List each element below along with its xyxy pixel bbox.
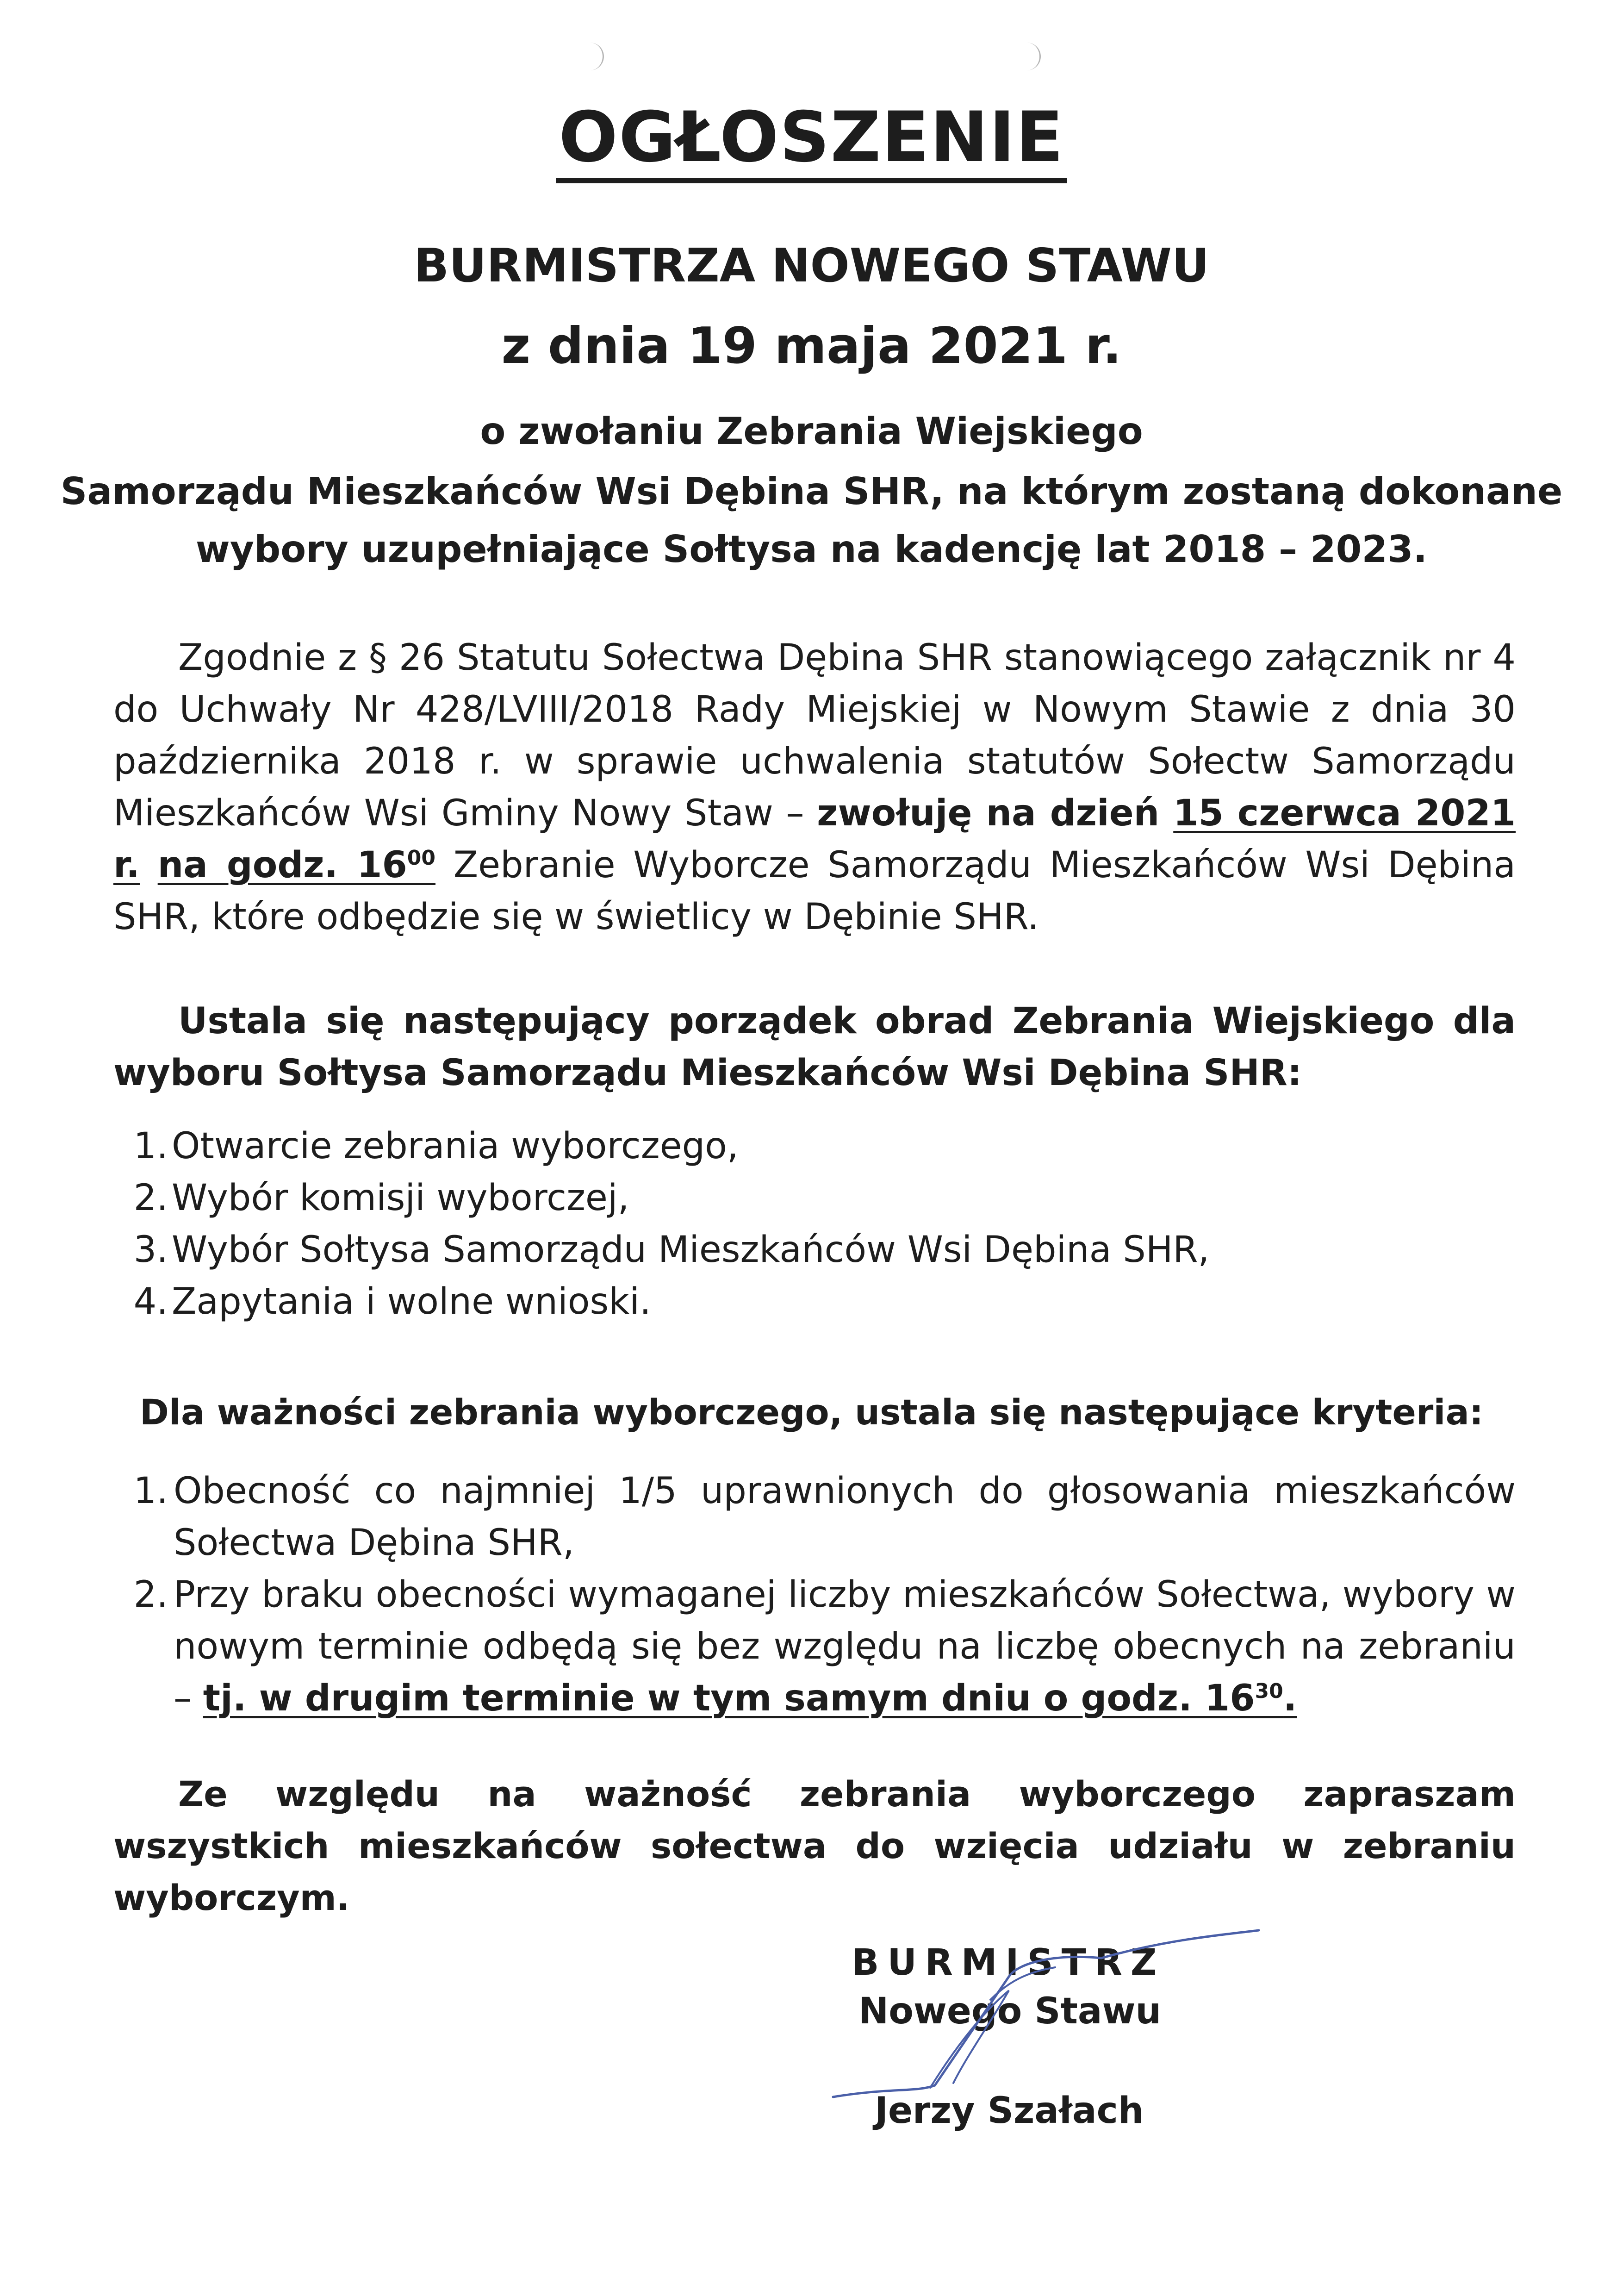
meeting-hour: na godz. $16^{00}$ <box>157 844 436 886</box>
signatory-name: Jerzy Szałach <box>875 2090 1144 2132</box>
main-paragraph <box>113 632 1516 943</box>
signatory-place: Nowego Stawu <box>858 1990 1162 2032</box>
convene-text: zwołuję na dzień <box>817 792 1174 834</box>
signatory-title: BURMISTRZ <box>852 1942 1165 1984</box>
subject-line-3: wybory uzupełniające Sołtysa na kadencję lat 2018 – 2023. <box>195 528 1428 571</box>
issue-date: z dnia 19 maja 2021 r. <box>501 317 1122 375</box>
list-item: 2. Wybór komisji wyborczej, <box>133 1177 629 1219</box>
list-item: 2. Przy braku obecności wymaganej liczby mieszkańców Sołectwa, wybory w nowym terminie odbędą się bez względu na liczbę obecnych na zebraniu – tj. w drugim terminie w tym samym dniu o godz. $16^{30}$. <box>133 1574 1516 1719</box>
subject-line-1: o zwołaniu Zebrania Wiejskiego <box>480 410 1143 453</box>
list-item: 4. Zapytania i wolne wnioski. <box>133 1281 651 1323</box>
list-item: 3. Wybór Sołtysa Samorządu Mieszkańców Wsi Dębina SHR, <box>133 1229 1210 1271</box>
handwritten-signature <box>815 1921 1277 2125</box>
second-term-note: tj. w drugim terminie w tym samym dniu o godz. $16^{30}$. <box>203 1678 1297 1719</box>
paragraph-intro: Zgodnie z § 26 Statutu Sołectwa Dębina SHR stanowiącego załącznik nr 4 do Uchwały Nr 428/LVIII/2018 Rady Miejskiej w Nowym Stawie z dnia 30 października 2018 r. w sprawie uchwalenia statutów Sołectw Samorządu Mieszkańców Wsi Gminy Nowy Staw – <box>113 637 1516 834</box>
order-list <box>113 1120 1516 1328</box>
closing-paragraph: Ze względu na ważność zebrania wyborczego zapraszam wszystkich mieszkańców sołectwa do wzięcia udziału w zebraniu wyborczym. <box>113 1773 1516 1918</box>
punch-hole-left <box>584 43 604 70</box>
meeting-date: 15 czerwca 2021 r. <box>113 792 1516 886</box>
list-item: 1. Obecność co najmniej 1/5 uprawnionych do głosowania mieszkańców Sołectwa Dębina SHR, <box>133 1470 1516 1564</box>
subject-line-2: Samorządu Mieszkańców Wsi Dębina SHR, na którym zostaną dokonane <box>60 470 1563 513</box>
order-title: Ustala się następujący porządek obrad Zebrania Wiejskiego dla wyboru Sołtysa Samorządu Mieszkańców Wsi Dębina SHR: <box>113 1000 1516 1094</box>
document-title: OGŁOSZENIE <box>0 97 1623 178</box>
issuer: BURMISTRZA NOWEGO STAWU <box>413 238 1210 293</box>
criteria-title: Dla ważności zebrania wyborczego, ustala się następujące kryteria: <box>139 1391 1484 1433</box>
criteria-list <box>113 1465 1516 1724</box>
list-item: 1. Otwarcie zebrania wyborczego, <box>133 1125 739 1167</box>
paragraph-rest: Zebranie Wyborcze Samorządu Mieszkańców Wsi Dębina SHR, które odbędzie się w świetlicy w Dębinie SHR. <box>113 844 1516 938</box>
punch-hole-right <box>1021 43 1041 70</box>
